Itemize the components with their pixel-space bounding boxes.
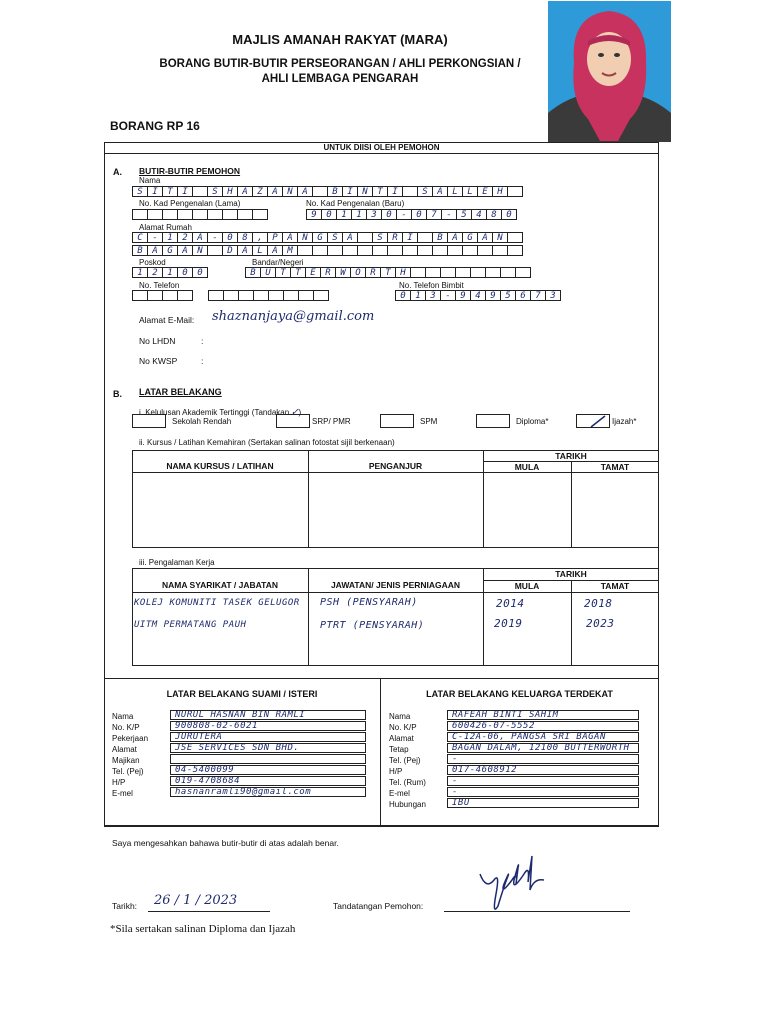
char-box[interactable]: 2 (147, 267, 163, 278)
family-field-label: Alamat (389, 734, 414, 743)
char-box[interactable]: O (350, 267, 366, 278)
applicant-photo (548, 1, 671, 142)
char-box[interactable]: 9 (485, 290, 501, 301)
char-box[interactable]: T (380, 267, 396, 278)
char-box[interactable]: N (492, 232, 508, 243)
section-a-title: BUTIR-BUTIR PEMOHON (139, 166, 241, 176)
char-box[interactable]: 6 (515, 290, 531, 301)
char-box[interactable]: 1 (336, 209, 352, 220)
form-title-line1: BORANG BUTIR-BUTIR PERSEORANGAN / AHLI PERKONGSIAN / (159, 58, 521, 70)
option-sekolah-rendah: Sekolah Rendah (172, 417, 232, 426)
char-box[interactable]: G (462, 232, 478, 243)
spouse-field-value[interactable]: JURUTERA (170, 732, 366, 742)
char-box[interactable] (297, 245, 313, 256)
char-box[interactable]: S (207, 186, 223, 197)
spouse-field-label: Alamat (112, 745, 137, 754)
char-box[interactable]: 8 (486, 209, 502, 220)
char-box[interactable]: S (327, 232, 343, 243)
char-box[interactable]: E (305, 267, 321, 278)
char-box[interactable]: - (396, 209, 412, 220)
char-box[interactable]: G (312, 232, 328, 243)
char-box[interactable]: A (282, 232, 298, 243)
family-title: LATAR BELAKANG KELUARGA TERDEKAT (426, 689, 613, 699)
date-value[interactable]: 26 / 1 / 2023 (154, 893, 238, 908)
lhdn-colon: : (201, 336, 204, 346)
char-box[interactable]: H (222, 186, 238, 197)
char-box[interactable]: 8 (237, 232, 253, 243)
char-box[interactable] (372, 245, 388, 256)
tel-number-boxes[interactable] (208, 290, 328, 301)
nama-label: Nama (139, 176, 161, 185)
char-box[interactable]: 4 (470, 290, 486, 301)
char-box[interactable]: 0 (381, 209, 397, 220)
char-box[interactable]: 3 (545, 290, 561, 301)
char-box[interactable] (432, 245, 448, 256)
char-box[interactable] (447, 245, 463, 256)
course-header-org: PENGANJUR (368, 461, 423, 471)
char-box[interactable]: 3 (366, 209, 382, 220)
option-diploma: Diploma* (516, 417, 549, 426)
char-box[interactable] (238, 290, 254, 301)
char-box[interactable]: D (222, 245, 238, 256)
option-srp-pmr: SRP/ PMR (312, 417, 351, 426)
char-box[interactable] (455, 267, 471, 278)
char-box[interactable]: 7 (530, 290, 546, 301)
char-box[interactable] (440, 267, 456, 278)
spouse-field-label: H/P (112, 778, 126, 787)
option-spm: SPM (420, 417, 438, 426)
ic-new-label: No. Kad Pengenalan (Baru) (306, 199, 405, 208)
char-box[interactable] (485, 267, 501, 278)
char-box[interactable]: E (477, 186, 493, 197)
exp-row-2-end[interactable]: 2023 (586, 617, 615, 630)
char-box[interactable]: 0 (395, 290, 411, 301)
char-box[interactable] (192, 186, 208, 197)
char-box[interactable]: A (267, 186, 283, 197)
char-box[interactable]: 1 (410, 290, 426, 301)
ic-new-boxes[interactable] (306, 209, 516, 220)
char-box[interactable]: U (260, 267, 276, 278)
char-box[interactable]: A (237, 186, 253, 197)
email-label: Alamat E-Mail: (139, 315, 195, 325)
char-box[interactable]: T (290, 267, 306, 278)
experience-label: iii. Pengalaman Kerja (139, 558, 215, 567)
char-box[interactable] (162, 209, 178, 220)
char-box[interactable]: 7 (426, 209, 442, 220)
spouse-field-label: Tel. (Pej) (112, 767, 144, 776)
exp-row-1-role[interactable]: PSH (PENSYARAH) (320, 597, 418, 608)
option-ijazah: Ijazah* (612, 417, 637, 426)
alamat-line2-boxes[interactable] (132, 245, 522, 256)
char-box[interactable]: 0 (222, 232, 238, 243)
alamat-line1-boxes[interactable] (132, 232, 522, 243)
char-box[interactable]: A (477, 232, 493, 243)
exp-header-name: NAMA SYARIKAT / JABATAN (161, 580, 278, 590)
char-box[interactable] (417, 245, 433, 256)
char-box[interactable]: L (462, 186, 478, 197)
char-box[interactable]: 5 (456, 209, 472, 220)
tel-area-boxes[interactable] (132, 290, 192, 301)
bandar-boxes[interactable] (245, 267, 530, 278)
char-box[interactable] (470, 267, 486, 278)
char-box[interactable]: 5 (500, 290, 516, 301)
char-box[interactable] (462, 245, 478, 256)
char-box[interactable]: - (441, 209, 457, 220)
char-box[interactable]: A (447, 232, 463, 243)
family-field-value[interactable]: - (447, 754, 639, 764)
family-field-value[interactable]: - (447, 776, 639, 786)
char-box[interactable]: A (297, 186, 313, 197)
char-box[interactable]: A (432, 186, 448, 197)
declaration-text: Saya mengesahkan bahawa butir-butir di atas adalah benar. (112, 838, 339, 848)
email-value[interactable]: shaznanjaya@gmail.com (212, 309, 375, 324)
char-box[interactable]: 4 (471, 209, 487, 220)
char-box[interactable]: B (245, 267, 261, 278)
exp-header-role: JAWATAN/ JENIS PERNIAGAAN (330, 580, 461, 590)
char-box[interactable]: W (335, 267, 351, 278)
char-box[interactable]: 2 (177, 232, 193, 243)
footnote: *Sila sertakan salinan Diploma dan Ijazah (110, 923, 296, 935)
spouse-field-label: Majikan (112, 756, 140, 765)
family-field-value[interactable]: C-12A-06, PANGSA SRI BAGAN (447, 732, 639, 742)
spouse-field-value[interactable] (170, 754, 366, 764)
char-box[interactable] (283, 290, 299, 301)
char-box[interactable]: M (282, 245, 298, 256)
char-box[interactable]: 3 (425, 290, 441, 301)
course-header-name: NAMA KURSUS / LATIHAN (166, 461, 274, 471)
family-field-label: E-mel (389, 789, 410, 798)
date-label: Tarikh: (112, 901, 138, 911)
exp-row-1-company[interactable]: KOLEJ KOMUNITI TASEK GELUGOR (134, 598, 300, 608)
char-box[interactable] (207, 245, 223, 256)
spouse-field-label: No. K/P (112, 723, 140, 732)
family-field-value[interactable]: RAFEAH BINTI SAHIM (447, 710, 639, 720)
char-box[interactable] (208, 290, 224, 301)
form-code: BORANG RP 16 (110, 119, 200, 133)
spouse-field-value[interactable]: 900808-02-6021 (170, 721, 366, 731)
family-field-value[interactable]: IBU (447, 798, 639, 808)
family-field-label: Hubungan (389, 800, 426, 809)
char-box[interactable] (357, 232, 373, 243)
char-box[interactable] (507, 232, 523, 243)
char-box[interactable] (327, 245, 343, 256)
char-box[interactable] (162, 290, 178, 301)
lhdn-label: No LHDN (139, 336, 176, 346)
char-box[interactable]: T (162, 186, 178, 197)
char-box[interactable]: A (177, 245, 193, 256)
exp-row-2-start[interactable]: 2019 (494, 617, 523, 630)
signature-label: Tandatangan Pemohon: (333, 901, 424, 911)
family-field-value[interactable]: - (447, 787, 639, 797)
char-box[interactable]: S (417, 186, 433, 197)
course-label: ii. Kursus / Latihan Kemahiran (Sertakan salinan fotostat sijil berkenaan) (139, 438, 395, 447)
char-box[interactable] (132, 209, 148, 220)
checkbox-spm[interactable] (380, 414, 414, 428)
char-box[interactable]: N (192, 245, 208, 256)
char-box[interactable]: 0 (411, 209, 427, 220)
char-box[interactable]: B (132, 245, 148, 256)
spouse-field-value[interactable]: hasnanramli90@gmail.com (170, 787, 366, 797)
char-box[interactable]: N (297, 232, 313, 243)
nama-boxes[interactable] (132, 186, 522, 197)
char-box[interactable]: 9 (306, 209, 322, 220)
char-box[interactable] (500, 267, 516, 278)
char-box[interactable]: 0 (177, 267, 193, 278)
char-box[interactable] (313, 290, 329, 301)
family-field-label: H/P (389, 767, 403, 776)
char-box[interactable]: 0 (192, 267, 208, 278)
bandar-label: Bandar/Negeri (252, 258, 304, 267)
char-box[interactable] (222, 209, 238, 220)
spouse-field-label: Pekerjaan (112, 734, 149, 743)
char-box[interactable] (477, 245, 493, 256)
char-box[interactable]: A (267, 245, 283, 256)
family-field-value[interactable]: 600426-07-5552 (447, 721, 639, 731)
char-box[interactable]: A (147, 245, 163, 256)
kwsp-label: No KWSP (139, 356, 178, 366)
char-box[interactable] (252, 209, 268, 220)
char-box[interactable]: - (207, 232, 223, 243)
checkbox-tick-icon (577, 415, 611, 429)
char-box[interactable]: - (440, 290, 456, 301)
char-box[interactable]: B (432, 232, 448, 243)
char-box[interactable] (312, 186, 328, 197)
char-box[interactable]: G (162, 245, 178, 256)
family-field-label: Tel. (Pej) (389, 756, 421, 765)
char-box[interactable] (507, 245, 523, 256)
family-field-label: No. K/P (389, 723, 417, 732)
family-field-value[interactable]: BAGAN DALAM, 12100 BUTTERWORTH (447, 743, 639, 753)
section-b-letter: B. (113, 389, 122, 399)
ic-old-label: No. Kad Pengenalan (Lama) (139, 199, 241, 208)
char-box[interactable]: N (357, 186, 373, 197)
course-header-mula: MULA (514, 462, 540, 472)
family-field-label: Nama (389, 712, 411, 721)
char-box[interactable]: A (342, 232, 358, 243)
char-box[interactable] (357, 245, 373, 256)
course-header-tamat: TAMAT (600, 462, 630, 472)
edu-label-close: ) (298, 408, 302, 417)
char-box[interactable] (147, 290, 163, 301)
char-box[interactable] (237, 209, 253, 220)
char-box[interactable]: S (372, 232, 388, 243)
family-field-value[interactable]: 017-4608912 (447, 765, 639, 775)
bimbit-label: No. Telefon Bimbit (399, 281, 464, 290)
checkbox-srp-pmr[interactable] (276, 414, 310, 428)
char-box[interactable]: P (267, 232, 283, 243)
char-box[interactable]: 1 (162, 232, 178, 243)
spouse-field-value[interactable]: 04-5400099 (170, 765, 366, 775)
org-name: MAJLIS AMANAH RAKYAT (MARA) (232, 32, 448, 47)
char-box[interactable] (515, 267, 531, 278)
char-box[interactable] (298, 290, 314, 301)
char-box[interactable] (268, 290, 284, 301)
spouse-title: LATAR BELAKANG SUAMI / ISTERI (166, 689, 318, 699)
char-box[interactable]: B (327, 186, 343, 197)
char-box[interactable] (507, 186, 523, 197)
edu-label-text: i. Kelulusan Akademik Tertinggi (Tandakan (139, 408, 292, 417)
char-box[interactable]: 1 (351, 209, 367, 220)
spouse-field-label: E-mel (112, 789, 133, 798)
char-box[interactable]: 0 (321, 209, 337, 220)
char-box[interactable] (253, 290, 269, 301)
char-box[interactable] (147, 209, 163, 220)
ic-old-boxes[interactable] (132, 209, 267, 220)
char-box[interactable]: - (147, 232, 163, 243)
char-box[interactable] (312, 245, 328, 256)
char-box[interactable] (402, 245, 418, 256)
char-box[interactable]: A (237, 245, 253, 256)
char-box[interactable] (387, 245, 403, 256)
char-box[interactable] (223, 290, 239, 301)
course-header-tarikh: TARIKH (555, 451, 587, 461)
alamat-label: Alamat Rumah (139, 223, 192, 232)
char-box[interactable] (192, 209, 208, 220)
char-box[interactable] (177, 290, 193, 301)
kwsp-colon: : (201, 356, 204, 366)
checkbox-ijazah[interactable] (576, 414, 610, 428)
tick-icon: ✓ (291, 405, 299, 418)
tel-label: No. Telefon (139, 281, 180, 290)
char-box[interactable]: I (402, 232, 418, 243)
exp-row-1-end[interactable]: 2018 (584, 597, 613, 610)
char-box[interactable]: R (320, 267, 336, 278)
char-box[interactable]: A (192, 232, 208, 243)
exp-header-mula: MULA (514, 581, 540, 591)
checkbox-sekolah-rendah[interactable] (132, 414, 166, 428)
char-box[interactable]: 1 (162, 267, 178, 278)
char-box[interactable]: R (365, 267, 381, 278)
char-box[interactable]: I (342, 186, 358, 197)
char-box[interactable] (417, 232, 433, 243)
char-box[interactable] (410, 267, 426, 278)
char-box[interactable]: L (447, 186, 463, 197)
char-box[interactable]: 1 (132, 267, 148, 278)
section-a-letter: A. (113, 167, 122, 177)
exp-row-1-start[interactable]: 2014 (496, 597, 525, 610)
char-box[interactable]: C (132, 232, 148, 243)
poskod-boxes[interactable] (132, 267, 207, 278)
signature (474, 850, 554, 920)
char-box[interactable] (177, 209, 193, 220)
char-box[interactable]: H (492, 186, 508, 197)
bimbit-boxes[interactable] (395, 290, 560, 301)
char-box[interactable]: T (372, 186, 388, 197)
spouse-field-value[interactable]: JSE SERVICES SDN BHD. (170, 743, 366, 753)
char-box[interactable]: T (275, 267, 291, 278)
exp-header-tamat: TAMAT (600, 581, 630, 591)
char-box[interactable] (342, 245, 358, 256)
char-box[interactable] (492, 245, 508, 256)
char-box[interactable]: 9 (455, 290, 471, 301)
spouse-field-value[interactable]: 019-4708684 (170, 776, 366, 786)
top-banner: UNTUK DIISI OLEH PEMOHON (323, 143, 440, 152)
char-box[interactable]: I (147, 186, 163, 197)
exp-row-2-role[interactable]: PTRT (PENSYARAH) (320, 620, 425, 631)
poskod-label: Poskod (139, 258, 166, 267)
char-box[interactable] (402, 186, 418, 197)
char-box[interactable]: L (252, 245, 268, 256)
char-box[interactable]: I (177, 186, 193, 197)
char-box[interactable]: H (395, 267, 411, 278)
spouse-field-value[interactable]: NURUL HASNAN BIN RAMLI (170, 710, 366, 720)
spouse-field-label: Nama (112, 712, 134, 721)
char-box[interactable]: 0 (501, 209, 517, 220)
char-box[interactable]: Z (252, 186, 268, 197)
family-field-label: Tel. (Rum) (389, 778, 426, 787)
char-box[interactable]: R (387, 232, 403, 243)
char-box[interactable]: N (282, 186, 298, 197)
char-box[interactable]: S (132, 186, 148, 197)
char-box[interactable]: I (387, 186, 403, 197)
exp-row-2-company[interactable]: UITM PERMATANG PAUH (134, 620, 247, 630)
char-box[interactable] (132, 290, 148, 301)
section-b-title: LATAR BELAKANG (139, 387, 222, 397)
family-field-label: Tetap (389, 745, 409, 754)
exp-header-tarikh: TARIKH (555, 569, 587, 579)
char-box[interactable] (207, 209, 223, 220)
checkbox-diploma[interactable] (476, 414, 510, 428)
char-box[interactable] (425, 267, 441, 278)
form-title-line2: AHLI LEMBAGA PENGARAH (261, 73, 419, 85)
char-box[interactable]: , (252, 232, 268, 243)
